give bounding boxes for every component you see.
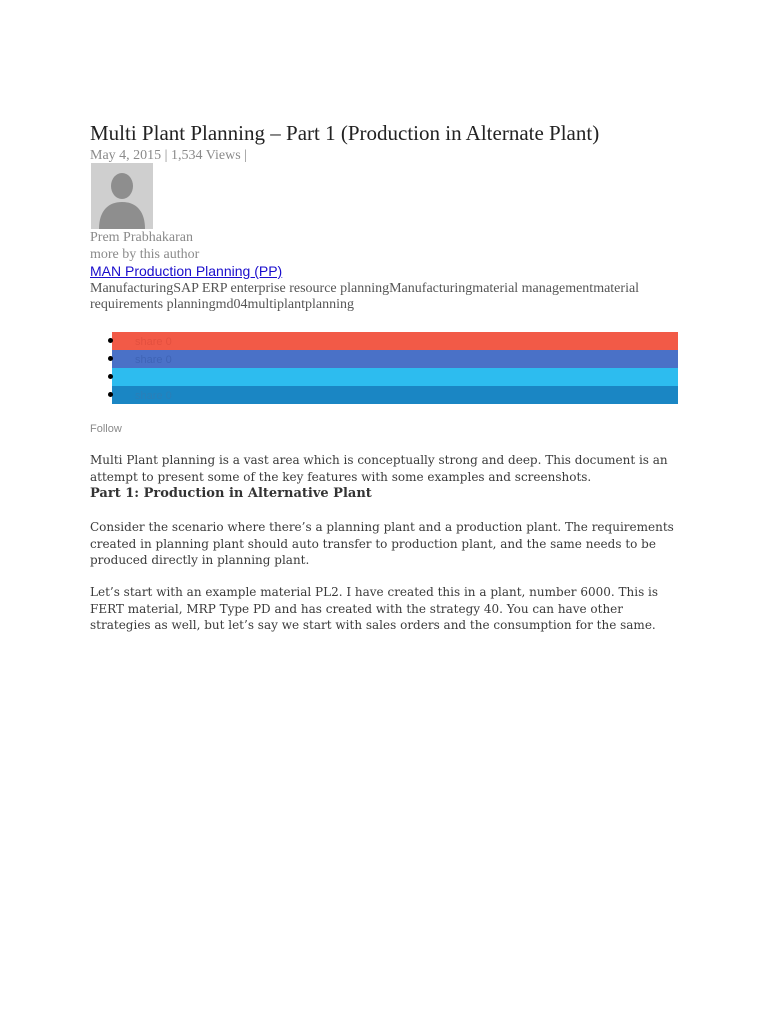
share-button-2[interactable] — [112, 350, 678, 368]
article-meta: May 4, 2015 | 1,534 Views | — [90, 148, 247, 163]
bullet — [108, 374, 113, 379]
category-link[interactable]: MAN Production Planning (PP) — [90, 263, 283, 279]
share-button-3[interactable] — [112, 368, 678, 386]
example-paragraph: Let’s start with an example material PL2. I have created this in a plant, number 6000. This is FERT material, MRP Type PD and has created with the strategy 40. You can have other strategies as well, but let’s say we start with sales orders and the consumption for the same. — [90, 585, 659, 632]
bullet — [108, 392, 113, 397]
follow-link[interactable]: Follow — [90, 423, 122, 435]
bullet — [108, 338, 113, 343]
intro-paragraph: Multi Plant planning is a vast area which is conceptually strong and deep. This document is an attempt to present some of the key features with some examples and screenshots. — [90, 453, 668, 484]
more-by-author-link[interactable]: more by this author — [90, 247, 200, 262]
scenario-paragraph: Consider the scenario where there’s a planning plant and a production plant. The requirements created in planning plant should auto transfer to production plant, and the same needs to be produced directly in planning plant. — [90, 520, 674, 567]
page-title: Multi Plant Planning – Part 1 (Production in Alternate Plant) — [90, 121, 600, 145]
section-heading: Part 1: Production in Alternative Plant — [90, 486, 372, 501]
share-button-1[interactable] — [112, 332, 678, 350]
bullet — [108, 356, 113, 361]
share-count: share 0 — [135, 336, 172, 348]
author-avatar[interactable] — [91, 163, 153, 229]
share-count: share 0 — [135, 354, 172, 366]
share-count: share 0 — [135, 390, 172, 402]
user-silhouette-icon — [91, 163, 153, 229]
share-bar — [112, 332, 678, 404]
author-name[interactable]: Prem Prabhakaran — [90, 230, 194, 245]
share-button-4[interactable] — [112, 386, 678, 404]
tag-list[interactable]: ManufacturingSAP ERP enterprise resource planningManufacturingmaterial managementmaterial requirements planningmd04multiplantplanning — [90, 281, 640, 312]
